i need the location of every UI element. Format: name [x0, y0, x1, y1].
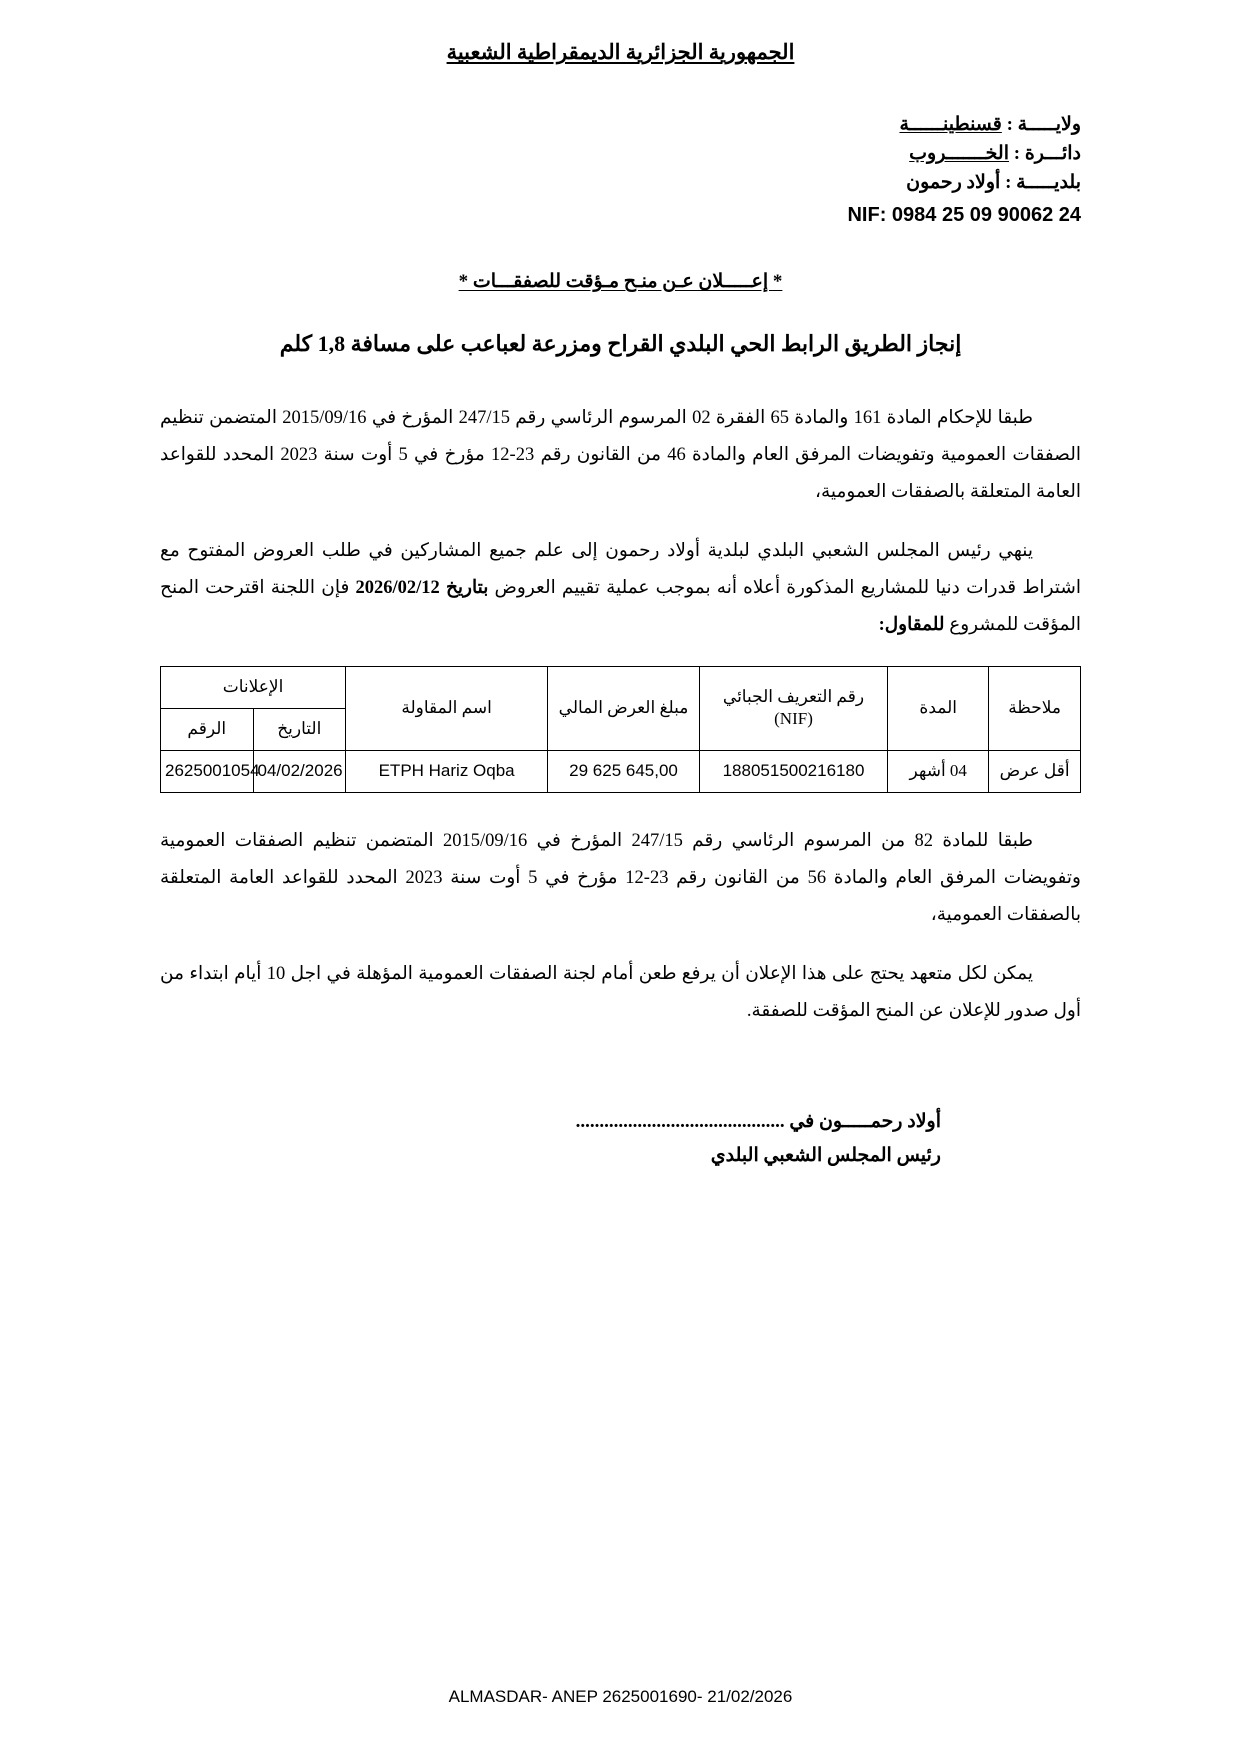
nif-line: NIF: 0984 25 09 90062 24 — [847, 203, 1081, 226]
announcement-title-text: * إعـــــلان عـن منـح مـؤقت للصفقـــات * — [458, 271, 783, 293]
national-header — [160, 40, 1081, 65]
header-date: التاريخ — [253, 708, 346, 750]
header-company: اسم المقاولة — [346, 667, 548, 751]
header-number: الرقم — [161, 708, 254, 750]
wilaya-value: قسنطينــــــة — [899, 114, 1002, 135]
award-table-header-row-1 — [161, 667, 1081, 709]
header-note: ملاحظة — [989, 667, 1081, 751]
baladia-label: بلديـــــة : — [1005, 171, 1081, 193]
daira-line — [160, 140, 1081, 169]
daira-label: دائـــرة : — [1013, 142, 1081, 164]
cell-amount: 29 625 645,00 — [548, 750, 700, 792]
header-amount: مبلغ العرض المالي — [548, 667, 700, 751]
award-notice-paragraph — [160, 533, 1081, 644]
header-duration: المدة — [888, 667, 989, 751]
wilaya-label: ولايـــــة : — [1006, 114, 1081, 135]
cell-note: أقل عرض — [989, 750, 1081, 792]
wilaya-line — [160, 111, 1081, 140]
announcement-title — [160, 270, 1081, 293]
cell-number: 2625001054 — [161, 750, 254, 792]
cell-duration: 04 أشهر — [888, 750, 989, 792]
award-table-head — [161, 667, 1081, 751]
evaluation-date: بتاريخ 2026/02/12 — [355, 578, 489, 599]
table-row — [161, 750, 1081, 792]
national-header-text: الجمهورية الجزائرية الديمقراطية الشعبية — [446, 40, 795, 64]
signature-place-line: أولاد رحمـــــون في ............................................ — [575, 1110, 941, 1132]
administrative-header-block — [160, 111, 1081, 230]
signature-block — [160, 1106, 1081, 1173]
award-table-body — [161, 750, 1081, 792]
document-footer: ALMASDAR- ANEP 2625001690- 21/02/2026 — [448, 1687, 793, 1706]
signature-title-line: رئيس المجلس الشعبي البلدي — [710, 1145, 941, 1167]
cell-company: ETPH Hariz Oqba — [346, 750, 548, 792]
award-table — [160, 666, 1081, 793]
cell-nif: 188051500216180 — [699, 750, 887, 792]
document-content — [160, 40, 1081, 1172]
appeal-rights-paragraph: يمكن لكل متعهد يحتج على هذا الإعلان أن يرفع طعن أمام لجنة الصفقات العمومية المؤهلة في اجل 10 أيام ابتداء من أول صدور للإعلان عن المنح المؤقت للصفقة. — [160, 963, 1081, 1021]
baladia-line — [160, 169, 1081, 198]
baladia-value: أولاد رحمون — [906, 171, 1001, 193]
award-notice-part-1: ينهي رئيس المجلس الشعبي البلدي لبلدية أولاد رحمون إلى علم جميع المشاركين في طلب العروض المفتوح مع اشتراط قدرات دنيا للمشاريع المذكورة أعلاه أنه بموجب عملية تقييم العروض — [160, 541, 1081, 599]
daira-value: الخـــــــروب — [909, 142, 1009, 164]
header-ads-group: الإعلانات — [161, 667, 346, 709]
header-nif: رقم التعريف الجبائي (NIF) — [699, 667, 887, 751]
cell-date: 04/02/2026 — [253, 750, 346, 792]
contractor-label: للمقاول: — [878, 615, 945, 636]
legal-basis-paragraph: طبقا للإحكام المادة 161 والمادة 65 الفقرة 02 المرسوم الرئاسي رقم 247/15 المؤرخ في 2015/09/16 المتضمن تنظيم الصفقات العمومية وتفويضات المرفق العام والمادة 46 من القانون رقم 23-12 مؤرخ في 5 أوت سنة 2023 المحدد للقواعد العامة المتعلقة بالصفقات العمومية، — [160, 408, 1081, 503]
appeal-legal-basis-paragraph: طبقا للمادة 82 من المرسوم الرئاسي رقم 247/15 المؤرخ في 2015/09/16 المتضمن تنظيم الصفقات العمومية وتفويضات المرفق العام والمادة 56 من القانون رقم 23-12 مؤرخ في 5 أوت سنة 2023 المحدد للقواعد العامة المتعلقة بالصفقات العمومية، — [160, 830, 1081, 925]
project-title: إنجاز الطريق الرابط الحي البلدي القراح ومزرعة لعباعب على مسافة 1,8 كلم — [279, 331, 962, 357]
award-notice-part-2: فإن اللجنة اقترحت المنح المؤقت للمشروع — [160, 578, 1081, 636]
